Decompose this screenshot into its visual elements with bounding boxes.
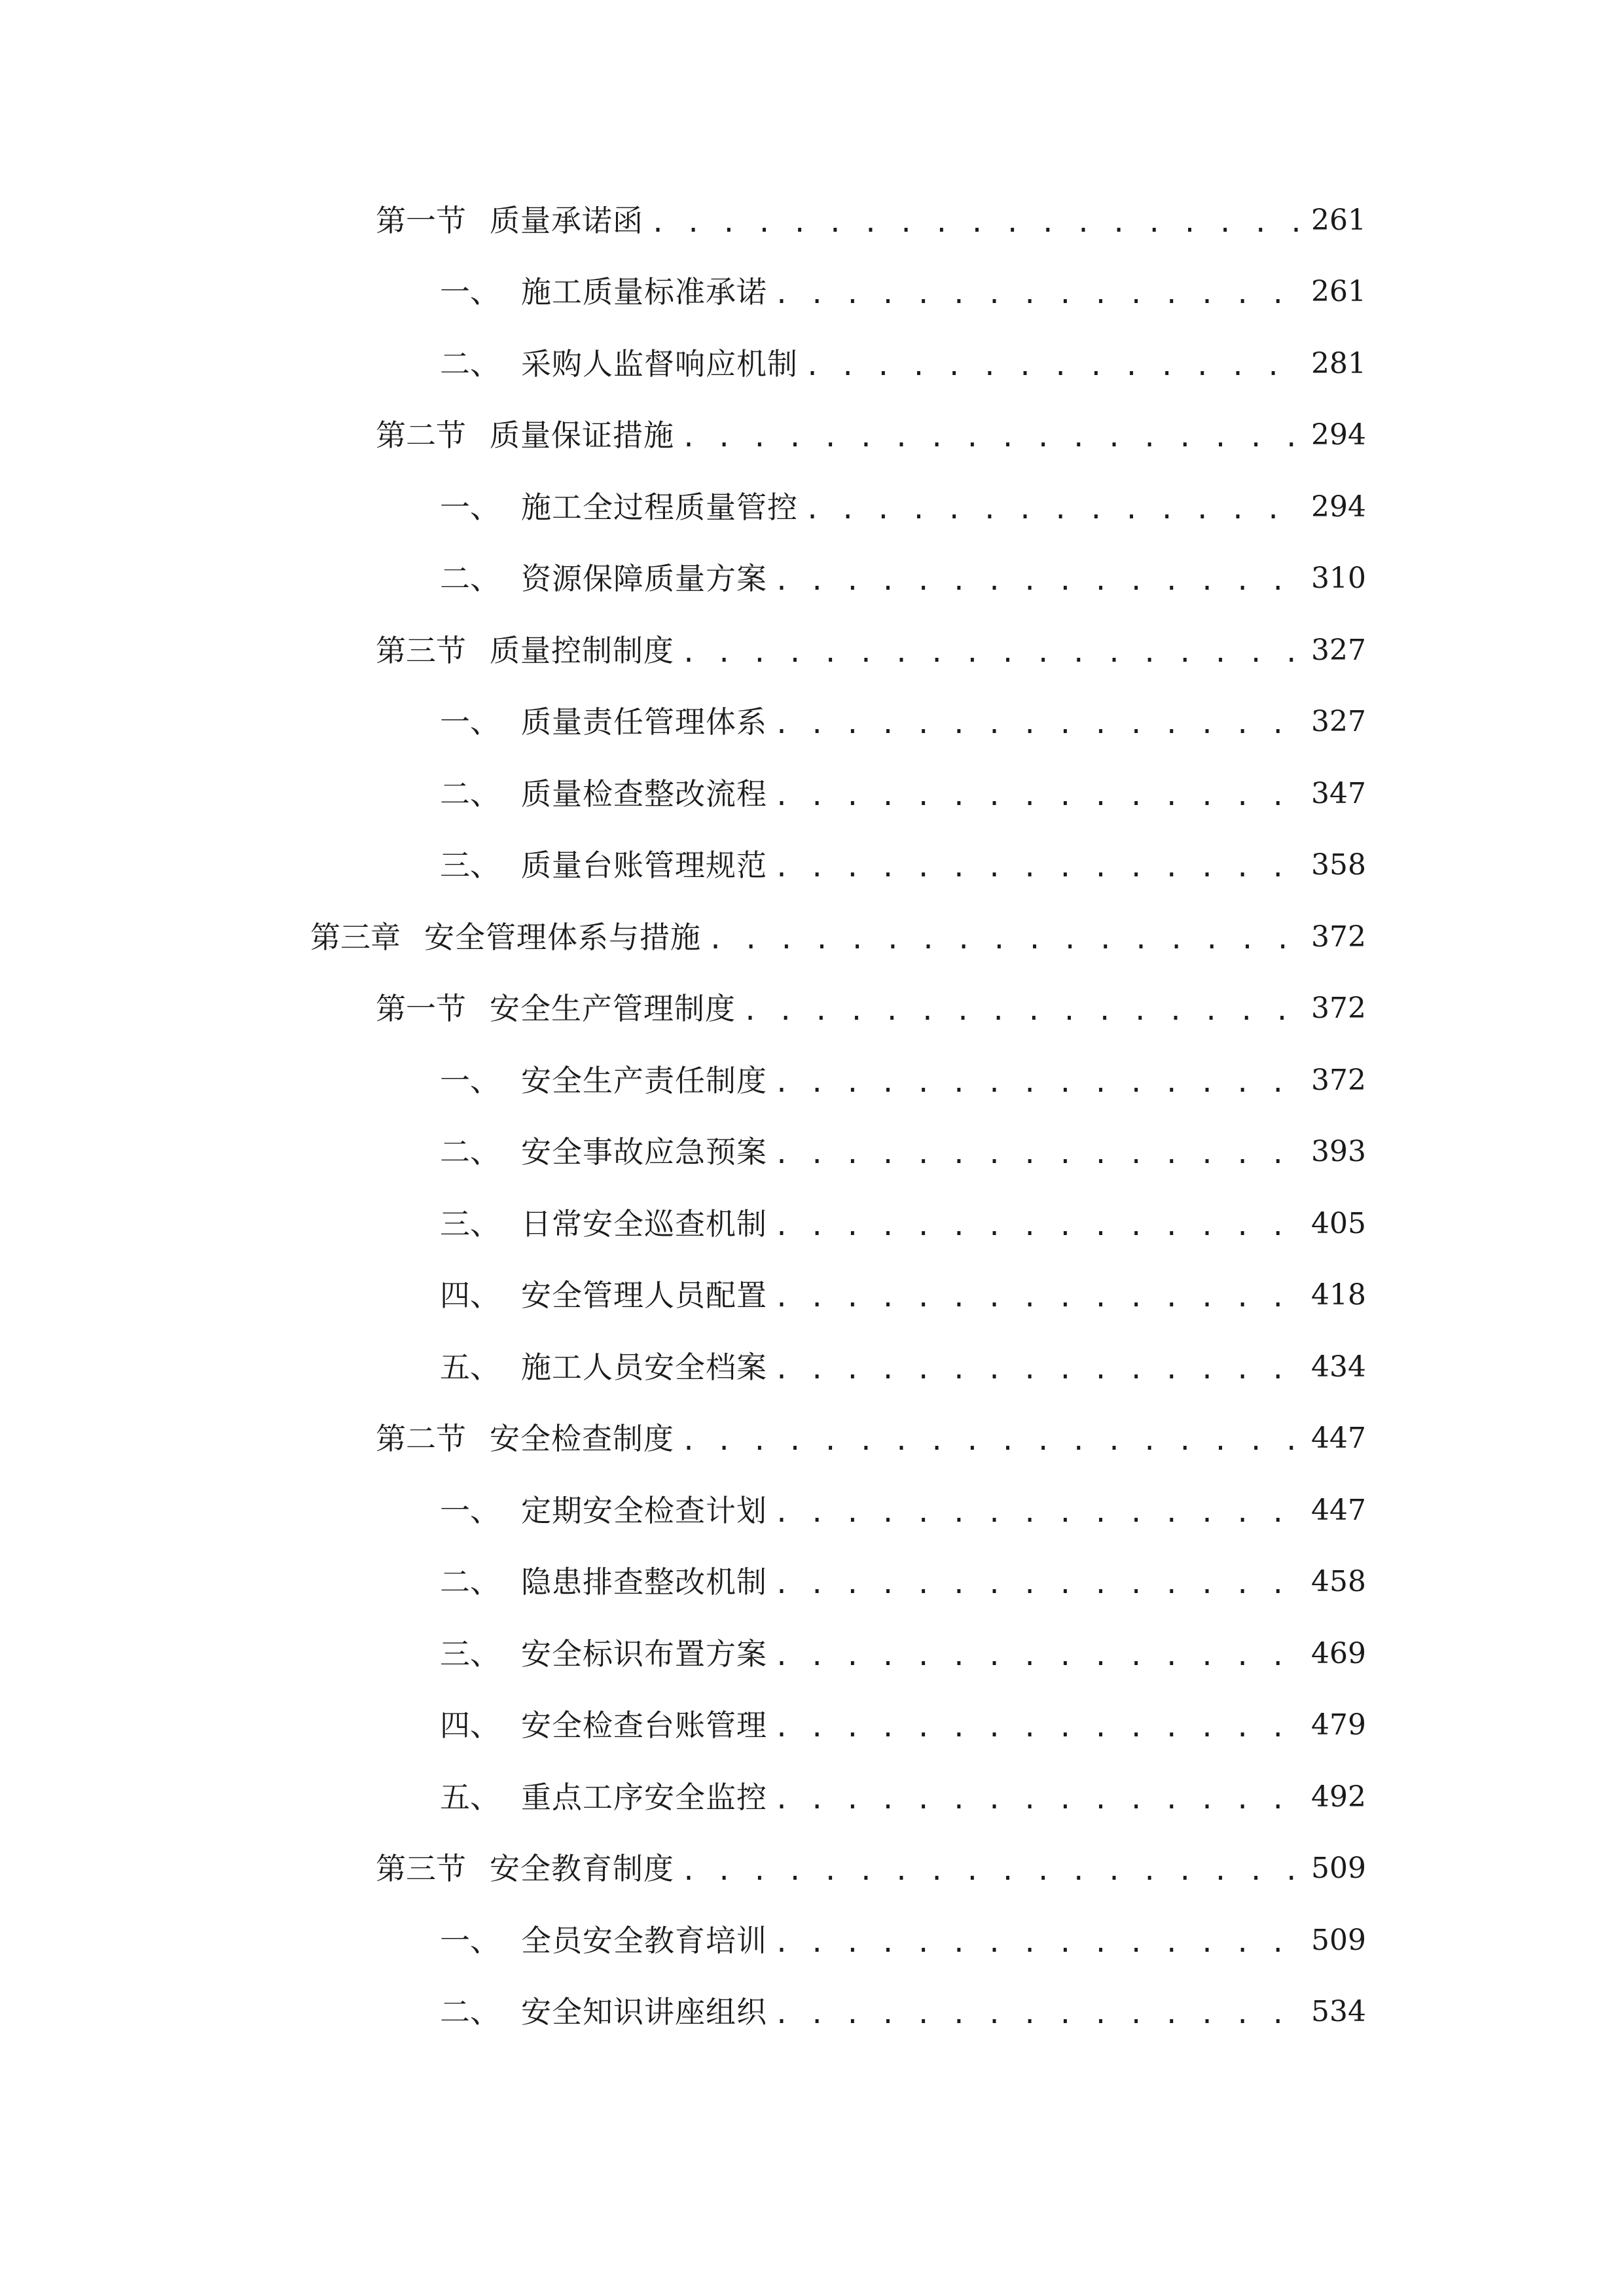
toc-entry-page-number: 393: [1311, 1135, 1366, 1169]
toc-entry-line: [440, 1761, 1366, 1833]
toc-entry-page-number: 281: [1311, 346, 1366, 380]
toc-entry-line: [440, 830, 1366, 902]
toc-entry-line: [440, 471, 1366, 543]
toc-entry-number: 一、: [440, 1492, 500, 1528]
dot-leader: [774, 1634, 1302, 1674]
toc-entry-item[interactable]: [0, 1331, 1624, 1403]
toc-entry-title: 安全管理体系与措施: [424, 919, 701, 955]
toc-entry-line: [440, 1905, 1366, 1977]
toc-entry-line: [440, 1690, 1366, 1762]
dot-leader: [681, 1849, 1302, 1888]
toc-entry-line: [310, 901, 1366, 973]
toc-entry-page-number: 509: [1311, 1852, 1366, 1886]
toc-entry-number: 二、: [440, 1994, 500, 2030]
toc-entry-line: [440, 1618, 1366, 1690]
toc-entry-title: 安全检查台账管理: [521, 1708, 767, 1744]
toc-entry-number: 三、: [440, 848, 500, 884]
toc-entry-title: 安全管理人员配置: [521, 1278, 767, 1314]
toc-entry-item[interactable]: [0, 471, 1624, 543]
toc-entry-title: 质量责任管理体系: [521, 704, 767, 740]
dot-leader: [774, 1204, 1302, 1244]
toc-entry-page-number: 358: [1311, 848, 1366, 882]
toc-entry-number: 二、: [440, 776, 500, 812]
toc-entry-line: [376, 1403, 1366, 1475]
toc-entry-item[interactable]: [0, 1045, 1624, 1117]
toc-entry-number: 第三节: [376, 632, 466, 668]
toc-entry-section[interactable]: [0, 973, 1624, 1045]
toc-entry-title: 安全知识讲座组织: [521, 1994, 767, 2030]
toc-entry-number: 一、: [440, 1062, 500, 1098]
dot-leader: [774, 1491, 1302, 1530]
toc-entry-title: 资源保障质量方案: [521, 561, 767, 597]
toc-entry-section[interactable]: [0, 1403, 1624, 1475]
dot-leader: [774, 774, 1302, 814]
toc-entry-number: 第二节: [376, 418, 466, 454]
toc-entry-line: [376, 1833, 1366, 1905]
toc-entry-title: 质量检查整改流程: [521, 776, 767, 812]
dot-leader: [681, 1419, 1302, 1458]
toc-entry-item[interactable]: [0, 543, 1624, 615]
dot-leader: [804, 488, 1302, 527]
toc-entry-number: 第一节: [376, 202, 466, 238]
dot-leader: [774, 1061, 1302, 1100]
dot-leader: [774, 1348, 1302, 1387]
toc-entry-title: 安全生产责任制度: [521, 1062, 767, 1098]
toc-entry-page-number: 327: [1311, 633, 1366, 667]
toc-entry-page-number: 372: [1311, 1063, 1366, 1097]
toc-entry-number: 二、: [440, 346, 500, 382]
dot-leader: [774, 272, 1302, 312]
toc-entry-number: 第一节: [376, 991, 466, 1027]
toc-entry-title: 安全标识布置方案: [521, 1636, 767, 1672]
toc-entry-number: 一、: [440, 274, 500, 310]
toc-entry-number: 四、: [440, 1708, 500, 1744]
toc-entry-section[interactable]: [0, 400, 1624, 472]
toc-entry-page-number: 372: [1311, 920, 1366, 954]
toc-entry-line: [440, 1977, 1366, 2049]
toc-entry-section[interactable]: [0, 615, 1624, 687]
toc-entry-page-number: 447: [1311, 1493, 1366, 1527]
toc-entry-number: 一、: [440, 704, 500, 740]
toc-entry-number: 四、: [440, 1278, 500, 1314]
dot-leader: [774, 559, 1302, 598]
toc-entry-page-number: 534: [1311, 1995, 1366, 2029]
toc-entry-line: [376, 400, 1366, 472]
toc-entry-title: 安全事故应急预案: [521, 1134, 767, 1170]
toc-entry-page-number: 447: [1311, 1422, 1366, 1456]
dot-leader: [804, 344, 1302, 384]
dot-leader: [708, 918, 1302, 957]
toc-entry-item[interactable]: [0, 1905, 1624, 1977]
toc-entry-line: [440, 257, 1366, 329]
toc-entry-number: 五、: [440, 1779, 500, 1815]
toc-entry-title: 定期安全检查计划: [521, 1492, 767, 1528]
toc-entry-number: 二、: [440, 561, 500, 597]
toc-entry-item[interactable]: [0, 328, 1624, 400]
toc-entry-page-number: 405: [1311, 1206, 1366, 1240]
toc-entry-page-number: 347: [1311, 776, 1366, 810]
toc-entry-number: 第三章: [310, 919, 401, 955]
toc-entry-item[interactable]: [0, 1260, 1624, 1332]
toc-entry-page-number: 294: [1311, 490, 1366, 524]
toc-entry-line: [440, 1260, 1366, 1332]
toc-entry-title: 质量台账管理规范: [521, 848, 767, 884]
dot-leader: [650, 201, 1302, 240]
toc-entry-item[interactable]: [0, 1475, 1624, 1547]
toc-entry-page-number: 372: [1311, 992, 1366, 1026]
dot-leader: [681, 416, 1302, 455]
toc-entry-title: 质量承诺函: [490, 202, 643, 238]
toc-entry-line: [440, 543, 1366, 615]
dot-leader: [774, 1921, 1302, 1960]
toc-entry-page-number: 479: [1311, 1708, 1366, 1742]
toc-entry-title: 质量控制制度: [490, 632, 674, 668]
toc-entry-page-number: 469: [1311, 1636, 1366, 1670]
toc-entry-item[interactable]: [0, 1977, 1624, 2049]
toc-entry-page-number: 327: [1311, 705, 1366, 739]
toc-entry-number: 五、: [440, 1349, 500, 1385]
toc-entry-page-number: 310: [1311, 562, 1366, 596]
toc-entry-title: 隐患排查整改机制: [521, 1564, 767, 1600]
toc-entry-title: 重点工序安全监控: [521, 1779, 767, 1815]
toc-entry-title: 安全教育制度: [490, 1851, 674, 1887]
dot-leader: [774, 846, 1302, 885]
toc-entry-item[interactable]: [0, 830, 1624, 902]
toc-entry-page-number: 261: [1311, 275, 1366, 309]
toc-entry-line: [440, 758, 1366, 830]
toc-entry-number: 三、: [440, 1636, 500, 1672]
toc-entry-page-number: 261: [1311, 203, 1366, 237]
toc-entry-number: 第三节: [376, 1851, 466, 1887]
toc-entry-number: 三、: [440, 1206, 500, 1242]
toc-entry-line: [376, 973, 1366, 1045]
toc-entry-number: 二、: [440, 1564, 500, 1600]
dot-leader: [774, 702, 1302, 742]
toc-entry-item[interactable]: [0, 257, 1624, 329]
toc-entry-number: 二、: [440, 1134, 500, 1170]
toc-entry-title: 施工人员安全档案: [521, 1349, 767, 1385]
toc-entry-title: 安全生产管理制度: [490, 991, 736, 1027]
dot-leader: [774, 1992, 1302, 2032]
toc-entry-line: [440, 687, 1366, 759]
toc-entry-number: 一、: [440, 489, 500, 525]
toc-entry-item[interactable]: [0, 687, 1624, 759]
toc-entry-title: 采购人监督响应机制: [521, 346, 798, 382]
toc-entry-item[interactable]: [0, 1117, 1624, 1189]
toc-entry-line: [440, 1475, 1366, 1547]
toc-entry-item[interactable]: [0, 758, 1624, 830]
toc-entry-line: [440, 1331, 1366, 1403]
toc-entry-page-number: 434: [1311, 1350, 1366, 1384]
toc-entry-number: 第二节: [376, 1421, 466, 1457]
toc-entry-title: 日常安全巡查机制: [521, 1206, 767, 1242]
toc-entry-section[interactable]: [0, 1833, 1624, 1905]
toc-entry-item[interactable]: [0, 1188, 1624, 1260]
toc-entry-title: 全员安全教育培训: [521, 1922, 767, 1958]
toc-entry-line: [376, 615, 1366, 687]
toc-entry-page-number: 294: [1311, 418, 1366, 452]
toc-entry-title: 质量保证措施: [490, 418, 674, 454]
dot-leader: [742, 989, 1302, 1028]
dot-leader: [774, 1132, 1302, 1172]
dot-leader: [774, 1778, 1302, 1817]
toc-entry-line: [376, 185, 1366, 257]
toc-entry-line: [440, 1188, 1366, 1260]
dot-leader: [774, 1276, 1302, 1315]
toc-entry-line: [440, 1547, 1366, 1619]
toc-entry-section[interactable]: [0, 185, 1624, 257]
dot-leader: [774, 1706, 1302, 1745]
toc-entry-title: 安全检查制度: [490, 1421, 674, 1457]
dot-leader: [681, 631, 1302, 670]
toc-entry-item[interactable]: [0, 1547, 1624, 1619]
toc-entry-title: 施工全过程质量管控: [521, 489, 798, 525]
toc-entry-item[interactable]: [0, 1690, 1624, 1762]
toc-entry-item[interactable]: [0, 1618, 1624, 1690]
toc-entry-page-number: 492: [1311, 1780, 1366, 1814]
dot-leader: [774, 1562, 1302, 1602]
toc-entry-title: 施工质量标准承诺: [521, 274, 767, 310]
toc-entry-item[interactable]: [0, 1761, 1624, 1833]
toc-entry-page-number: 418: [1311, 1278, 1366, 1312]
table-of-contents: [0, 185, 1624, 2048]
toc-entry-page-number: 458: [1311, 1565, 1366, 1599]
toc-entry-line: [440, 1045, 1366, 1117]
toc-entry-number: 一、: [440, 1922, 500, 1958]
toc-entry-chapter[interactable]: [0, 901, 1624, 973]
toc-entry-line: [440, 328, 1366, 400]
toc-entry-page-number: 509: [1311, 1923, 1366, 1957]
toc-entry-line: [440, 1117, 1366, 1189]
